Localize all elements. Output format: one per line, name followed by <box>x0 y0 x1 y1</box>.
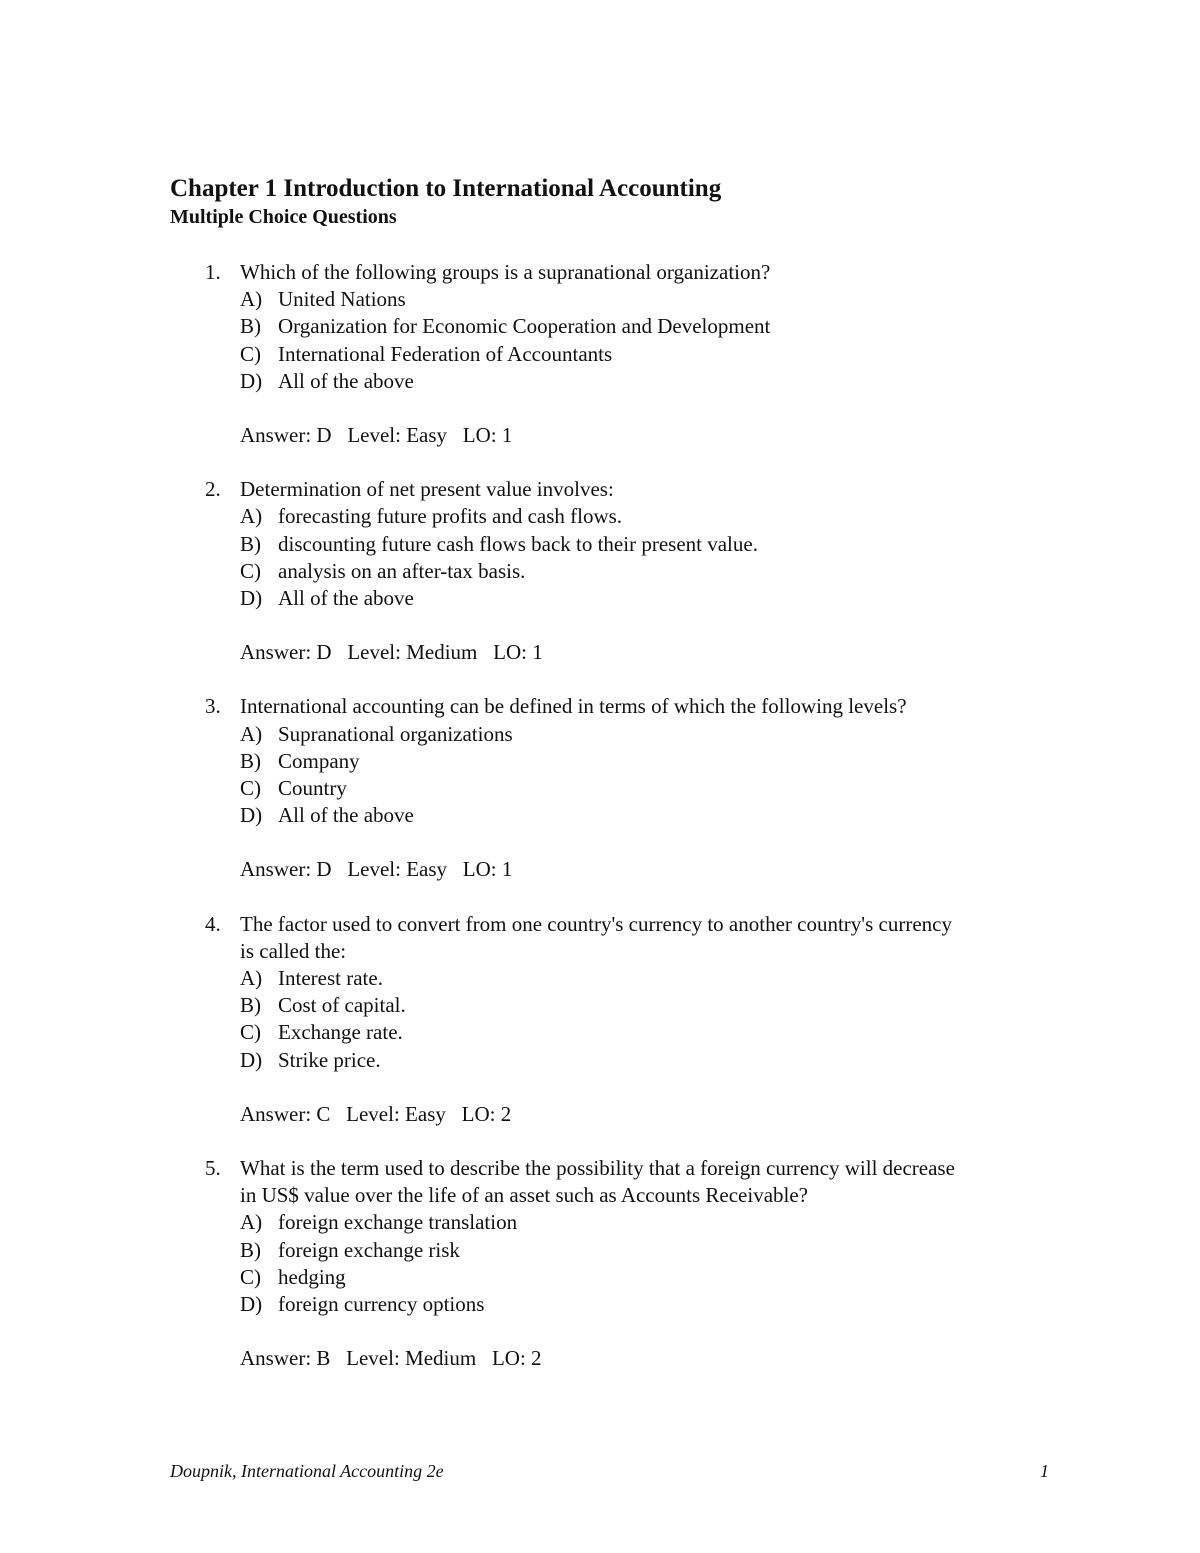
option-text: hedging <box>278 1264 346 1289</box>
answer-line: Answer: C Level: Easy LO: 2 <box>240 1101 512 1126</box>
question-3 <box>200 693 1080 883</box>
option-letter: B) <box>240 993 261 1018</box>
option-text: Strike price. <box>278 1047 381 1072</box>
option-letter: C) <box>240 1020 261 1045</box>
question-text-line: What is the term used to describe the possibility that a foreign currency will decrease <box>240 1156 955 1181</box>
option-letter: A) <box>240 721 263 746</box>
option-a <box>240 721 1080 748</box>
option-d <box>240 802 1080 829</box>
option-b <box>240 748 1080 775</box>
option-text: Country <box>278 776 347 801</box>
option-d <box>240 1047 1080 1074</box>
option-text: analysis on an after-tax basis. <box>278 558 526 583</box>
question-number: 4. <box>205 911 221 936</box>
option-a <box>240 1209 1080 1236</box>
question-1 <box>200 259 1080 449</box>
footer-book-title: Doupnik, International Accounting 2e <box>170 1461 444 1481</box>
option-c <box>240 775 1080 802</box>
option-b <box>240 1237 1080 1264</box>
option-text: Organization for Economic Cooperation and Development <box>278 314 771 339</box>
answer-line: Answer: D Level: Easy LO: 1 <box>240 423 513 448</box>
option-text: foreign exchange risk <box>278 1237 460 1262</box>
option-text: All of the above <box>278 803 414 828</box>
option-text: forecasting future profits and cash flows. <box>278 504 623 529</box>
option-text: foreign currency options <box>278 1292 485 1317</box>
option-text: discounting future cash flows back to their present value. <box>278 531 758 556</box>
answer-line: Answer: B Level: Medium LO: 2 <box>240 1346 542 1371</box>
option-text: International Federation of Accountants <box>278 341 613 366</box>
answer-line: Answer: D Level: Medium LO: 1 <box>240 640 543 665</box>
option-letter: B) <box>240 1237 261 1262</box>
question-list <box>200 259 1080 1400</box>
option-c <box>240 1019 1080 1046</box>
option-text: All of the above <box>278 586 414 611</box>
question-text-line: in US$ value over the life of an asset such as Accounts Receivable? <box>240 1183 808 1208</box>
question-2 <box>200 476 1080 666</box>
option-letter: D) <box>240 368 263 393</box>
chapter-title: Chapter 1 Introduction to International Accounting <box>170 175 722 202</box>
option-letter: D) <box>240 1047 263 1072</box>
option-c <box>240 558 1080 585</box>
option-letter: C) <box>240 341 261 366</box>
option-b <box>240 992 1080 1019</box>
question-number: 3. <box>205 694 221 719</box>
option-d <box>240 1291 1080 1318</box>
option-a <box>240 286 1080 313</box>
option-letter: D) <box>240 1292 263 1317</box>
question-number: 5. <box>205 1156 221 1181</box>
option-text: Interest rate. <box>278 966 383 991</box>
option-text: United Nations <box>278 287 406 312</box>
question-text-line: is called the: <box>240 938 347 963</box>
option-letter: C) <box>240 1264 261 1289</box>
question-text-line: Which of the following groups is a supranational organization? <box>240 260 771 284</box>
option-d <box>240 368 1080 395</box>
option-letter: C) <box>240 776 261 801</box>
option-letter: A) <box>240 287 263 312</box>
option-text: Company <box>278 748 360 773</box>
option-b <box>240 531 1080 558</box>
option-text: All of the above <box>278 368 414 393</box>
option-text: foreign exchange translation <box>278 1210 518 1235</box>
question-5 <box>200 1155 1080 1372</box>
option-letter: B) <box>240 314 261 339</box>
option-letter: C) <box>240 558 261 583</box>
option-d <box>240 585 1080 612</box>
option-c <box>240 1264 1080 1291</box>
question-4 <box>200 911 1080 1128</box>
option-letter: D) <box>240 586 263 611</box>
option-letter: A) <box>240 504 263 529</box>
question-text-line: Determination of net present value involves: <box>240 477 614 502</box>
section-title: Multiple Choice Questions <box>170 206 397 228</box>
option-letter: D) <box>240 803 263 828</box>
option-letter: B) <box>240 531 261 556</box>
option-letter: B) <box>240 748 261 773</box>
option-text: Exchange rate. <box>278 1020 403 1045</box>
option-letter: A) <box>240 966 263 991</box>
footer-page-number: 1 <box>1040 1461 1049 1481</box>
answer-line: Answer: D Level: Easy LO: 1 <box>240 857 513 882</box>
question-text-line: The factor used to convert from one country's currency to another country's currency <box>240 911 952 936</box>
option-letter: A) <box>240 1210 263 1235</box>
option-text: Cost of capital. <box>278 993 406 1018</box>
question-number: 1. <box>205 260 221 284</box>
question-number: 2. <box>205 477 221 502</box>
option-a <box>240 503 1080 530</box>
option-c <box>240 341 1080 368</box>
option-text: Supranational organizations <box>278 721 513 746</box>
option-a <box>240 965 1080 992</box>
question-text-line: International accounting can be defined in terms of which the following levels? <box>240 694 907 719</box>
option-b <box>240 313 1080 340</box>
